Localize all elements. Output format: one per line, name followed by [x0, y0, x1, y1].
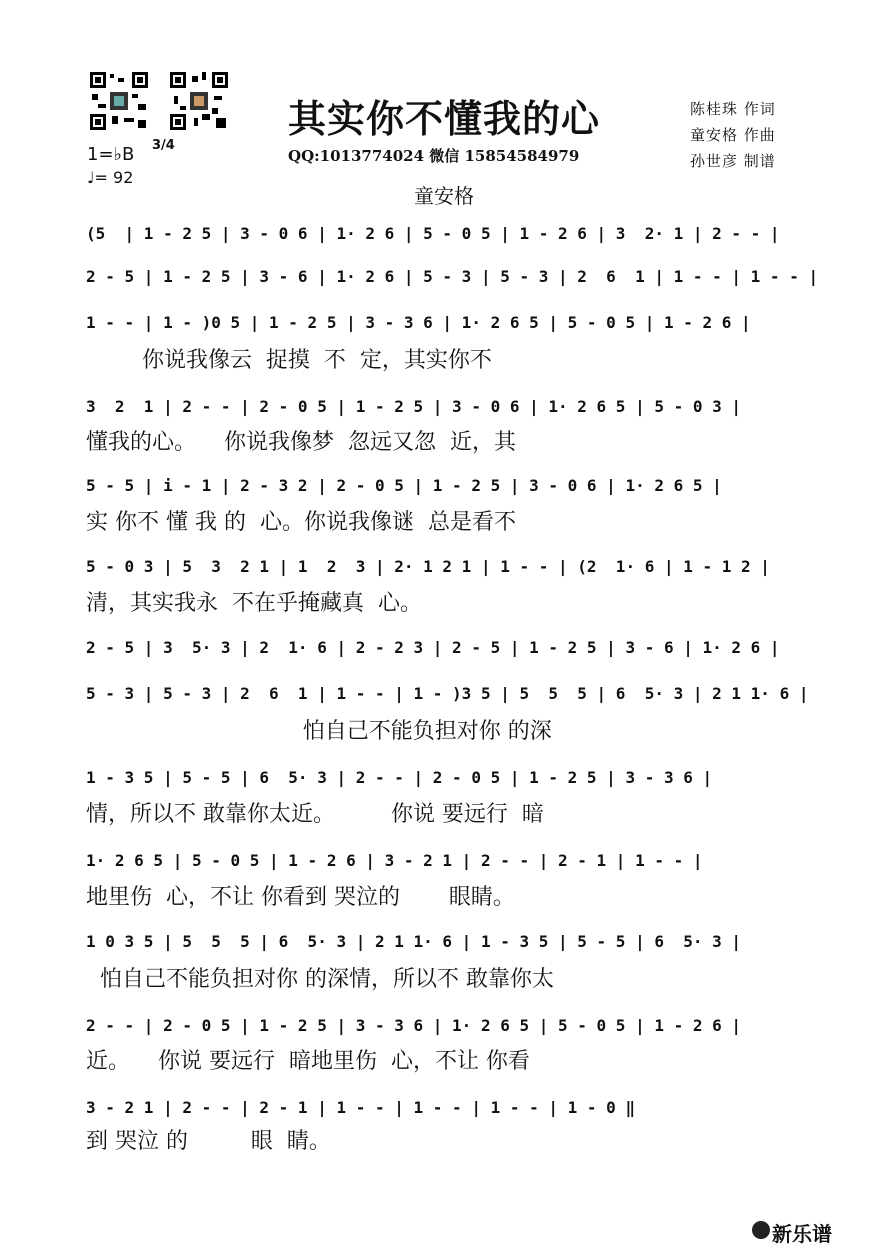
- notation-row: 1· 2 6 5 | 5 - 0 5 | 1 - 2 6 | 3 - 2 1 | 2 - - | 2 - 1 | 1 - - |: [86, 851, 703, 870]
- lyric-row: 懂我的心。 你说我像梦 忽远又忽 近，其: [86, 430, 516, 455]
- lyric-row: 清，其实我永 不在乎掩藏真 心。: [86, 591, 422, 616]
- notation-row: 1 0 3 5 | 5 5 5 | 6 5· 3 | 2 1 1· 6 | 1 - 3 5 | 5 - 5 | 6 5· 3 |: [86, 932, 742, 951]
- lyric-row: 到 哭泣 的 眼 睛。: [86, 1129, 331, 1154]
- lyric-row: 实 你不 懂 我 的 心。你说我像谜 总是看不: [86, 510, 516, 535]
- notation-row: (5 | 1 - 2 5 | 3 - 0 6 | 1· 2 6 | 5 - 0 5 | 1 - 2 6 | 3 2· 1 | 2 - - |: [86, 224, 780, 243]
- lyric-row: 怕自己不能负担对你 的深: [86, 719, 552, 744]
- lyric-row: 地里伤 心，不让 你看到 哭泣的 眼睛。: [86, 885, 515, 910]
- singer-name: 童安格: [414, 184, 474, 208]
- notation-row: 5 - 5 | i - 1 | 2 - 3 2 | 2 - 0 5 | 1 - 2 5 | 3 - 0 6 | 1· 2 6 5 |: [86, 476, 722, 495]
- contact-info: QQ:1013774024 微信 15854584979: [288, 147, 580, 165]
- lyric-row: 情，所以不 敢靠你太近。 你说 要远行 暗: [86, 802, 544, 827]
- notation-row: 2 - 5 | 1 - 2 5 | 3 - 6 | 1· 2 6 | 5 - 3 | 5 - 3 | 2 6 1 | 1 - - | 1 - - |: [86, 267, 819, 286]
- notation-row: 1 - - | 1 - )0 5 | 1 - 2 5 | 3 - 3 6 | 1· 2 6 5 | 5 - 0 5 | 1 - 2 6 |: [86, 313, 751, 332]
- notation-row: 2 - - | 2 - 0 5 | 1 - 2 5 | 3 - 3 6 | 1· 2 6 5 | 5 - 0 5 | 1 - 2 6 |: [86, 1016, 742, 1035]
- notation-row: 3 2 1 | 2 - - | 2 - 0 5 | 1 - 2 5 | 3 - 0 6 | 1· 2 6 5 | 5 - 0 3 |: [86, 397, 742, 416]
- lyric-row: 你说我像云 捉摸 不 定，其实你不: [86, 348, 492, 373]
- composer-credit: 童安格 作曲: [690, 126, 776, 144]
- lyric-row: 近。 你说 要远行 暗地里伤 心，不让 你看: [86, 1049, 530, 1074]
- song-title: 其实你不懂我的心: [287, 96, 600, 141]
- lyric-row: 怕自己不能负担对你 的深情，所以不 敢靠你太: [86, 967, 554, 992]
- tempo-marking: ♩= 92: [87, 168, 134, 187]
- arranger-credit: 孙世彦 制谱: [690, 152, 776, 170]
- notation-row: 3 - 2 1 | 2 - - | 2 - 1 | 1 - - | 1 - - | 1 - - | 1 - 0 ‖: [86, 1098, 636, 1117]
- time-signature: 3/4: [152, 138, 175, 153]
- brand-watermark: 新乐谱: [772, 1222, 832, 1246]
- notation-row: 5 - 3 | 5 - 3 | 2 6 1 | 1 - - | 1 - )3 5 | 5 5 5 | 6 5· 3 | 2 1 1· 6 |: [86, 684, 809, 703]
- notation-row: 5 - 0 3 | 5 3 2 1 | 1 2 3 | 2· 1 2 1 | 1 - - | (2 1· 6 | 1 - 1 2 |: [86, 557, 770, 576]
- brand-logo-icon: [752, 1221, 770, 1239]
- lyricist-credit: 陈桂珠 作词: [690, 100, 776, 118]
- notation-row: 2 - 5 | 3 5· 3 | 2 1· 6 | 2 - 2 3 | 2 - 5 | 1 - 2 5 | 3 - 6 | 1· 2 6 |: [86, 638, 780, 657]
- notation-row: 1 - 3 5 | 5 - 5 | 6 5· 3 | 2 - - | 2 - 0 5 | 1 - 2 5 | 3 - 3 6 |: [86, 768, 713, 787]
- key-signature: 1=♭B: [87, 144, 135, 165]
